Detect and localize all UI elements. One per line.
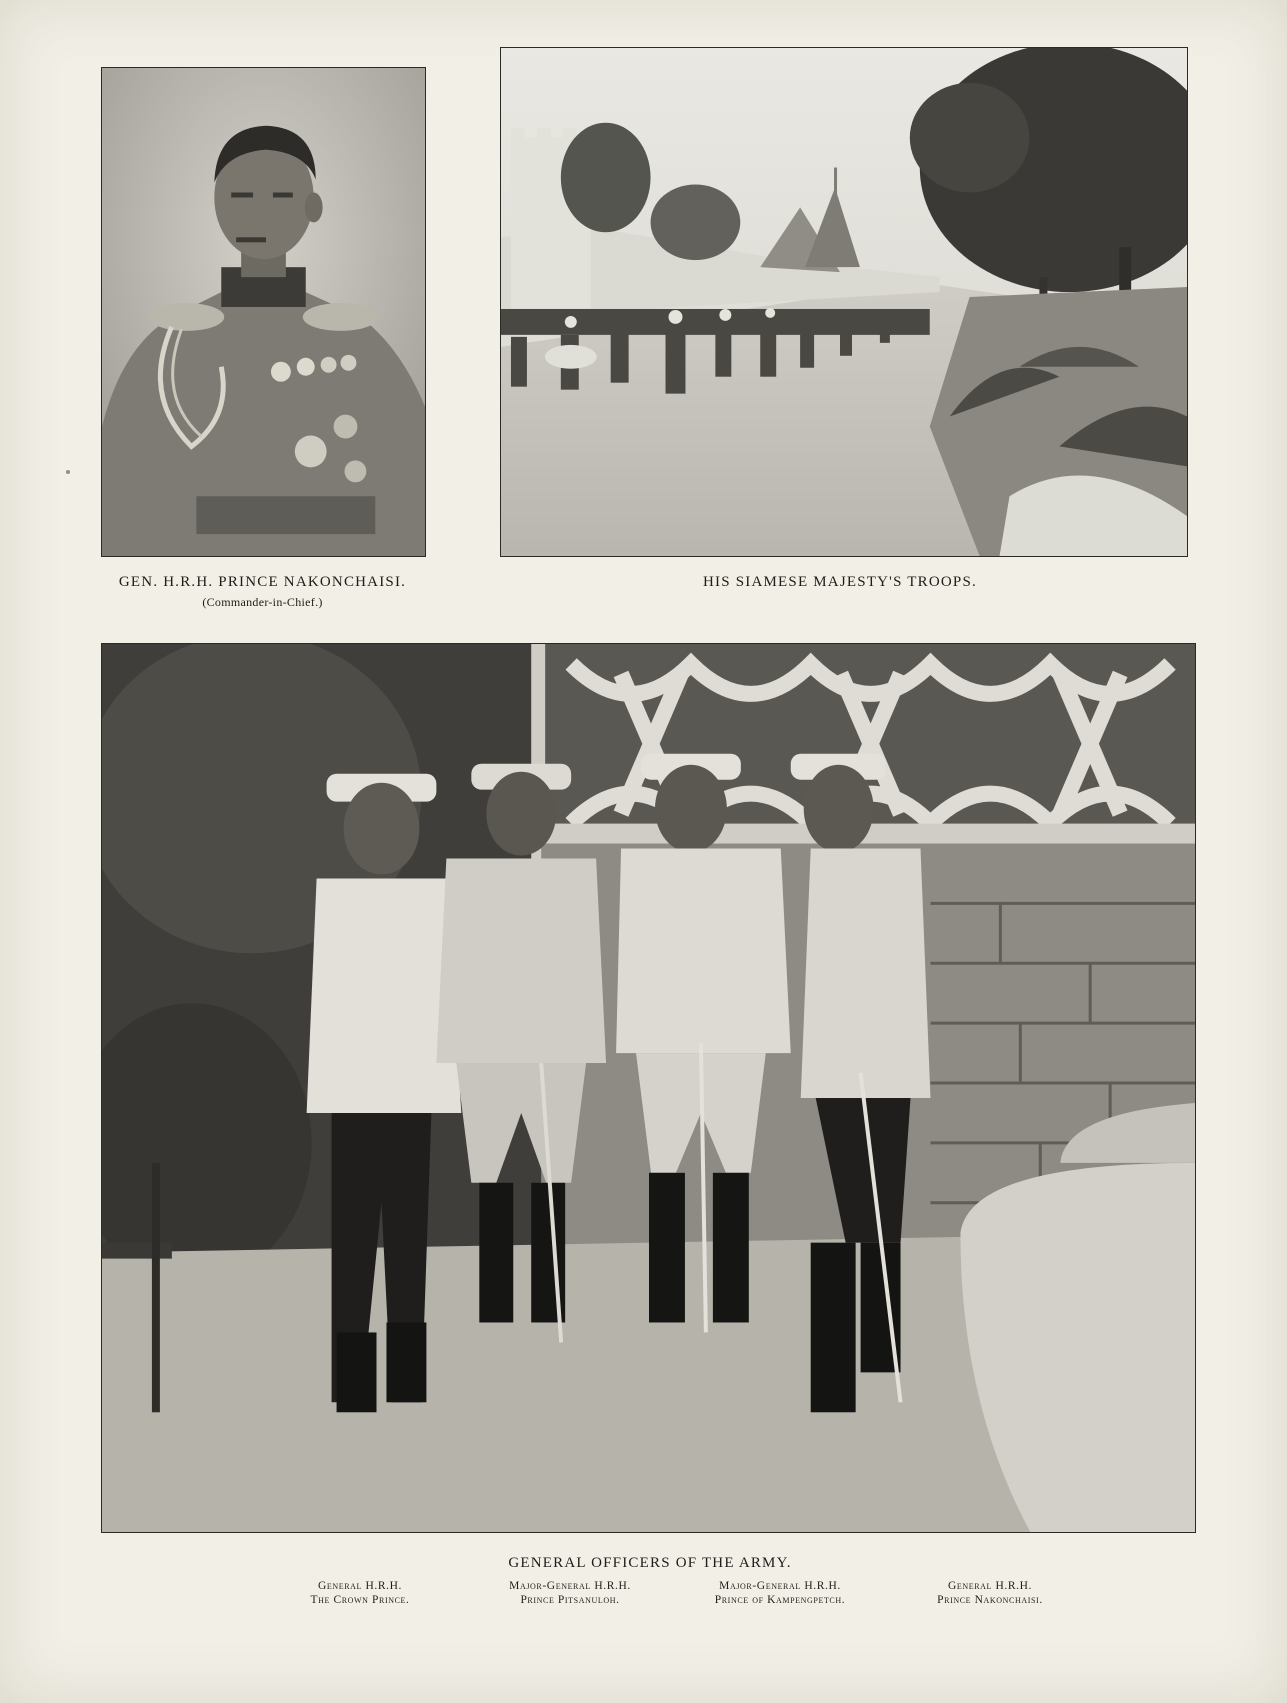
- officer-rank: Major-General H.R.H.: [719, 1580, 841, 1592]
- officer-title: Prince of Kampengpetch.: [714, 1594, 846, 1606]
- portrait-title: GEN. H.R.H. PRINCE NAKONCHAISI.: [118, 574, 407, 590]
- paper-speck: [66, 470, 70, 474]
- officer-name-3: [680, 1579, 880, 1607]
- officer-title: Prince Pitsanuloh.: [520, 1594, 620, 1606]
- officer-title: The Crown Prince.: [310, 1594, 410, 1606]
- troops-photo: [500, 47, 1188, 557]
- officer-rank: General H.R.H.: [317, 1580, 403, 1592]
- officer-names: [260, 1579, 1090, 1607]
- officer-name-1: [260, 1579, 460, 1607]
- officer-rank: General H.R.H.: [947, 1580, 1033, 1592]
- troops-title: HIS SIAMESE MAJESTY'S TROOPS.: [703, 574, 977, 590]
- officer-name-4: [890, 1579, 1090, 1607]
- officers-photo: [101, 643, 1196, 1533]
- officer-rank: Major-General H.R.H.: [509, 1580, 631, 1592]
- portrait-caption: [80, 574, 445, 610]
- officer-title: Prince Nakonchaisi.: [937, 1594, 1043, 1606]
- officers-title: GENERAL OFFICERS OF THE ARMY.: [508, 1555, 792, 1571]
- portrait-photo: [101, 67, 426, 557]
- portrait-subtitle: (Commander-in-Chief.): [202, 595, 323, 609]
- officer-name-2: [470, 1579, 670, 1607]
